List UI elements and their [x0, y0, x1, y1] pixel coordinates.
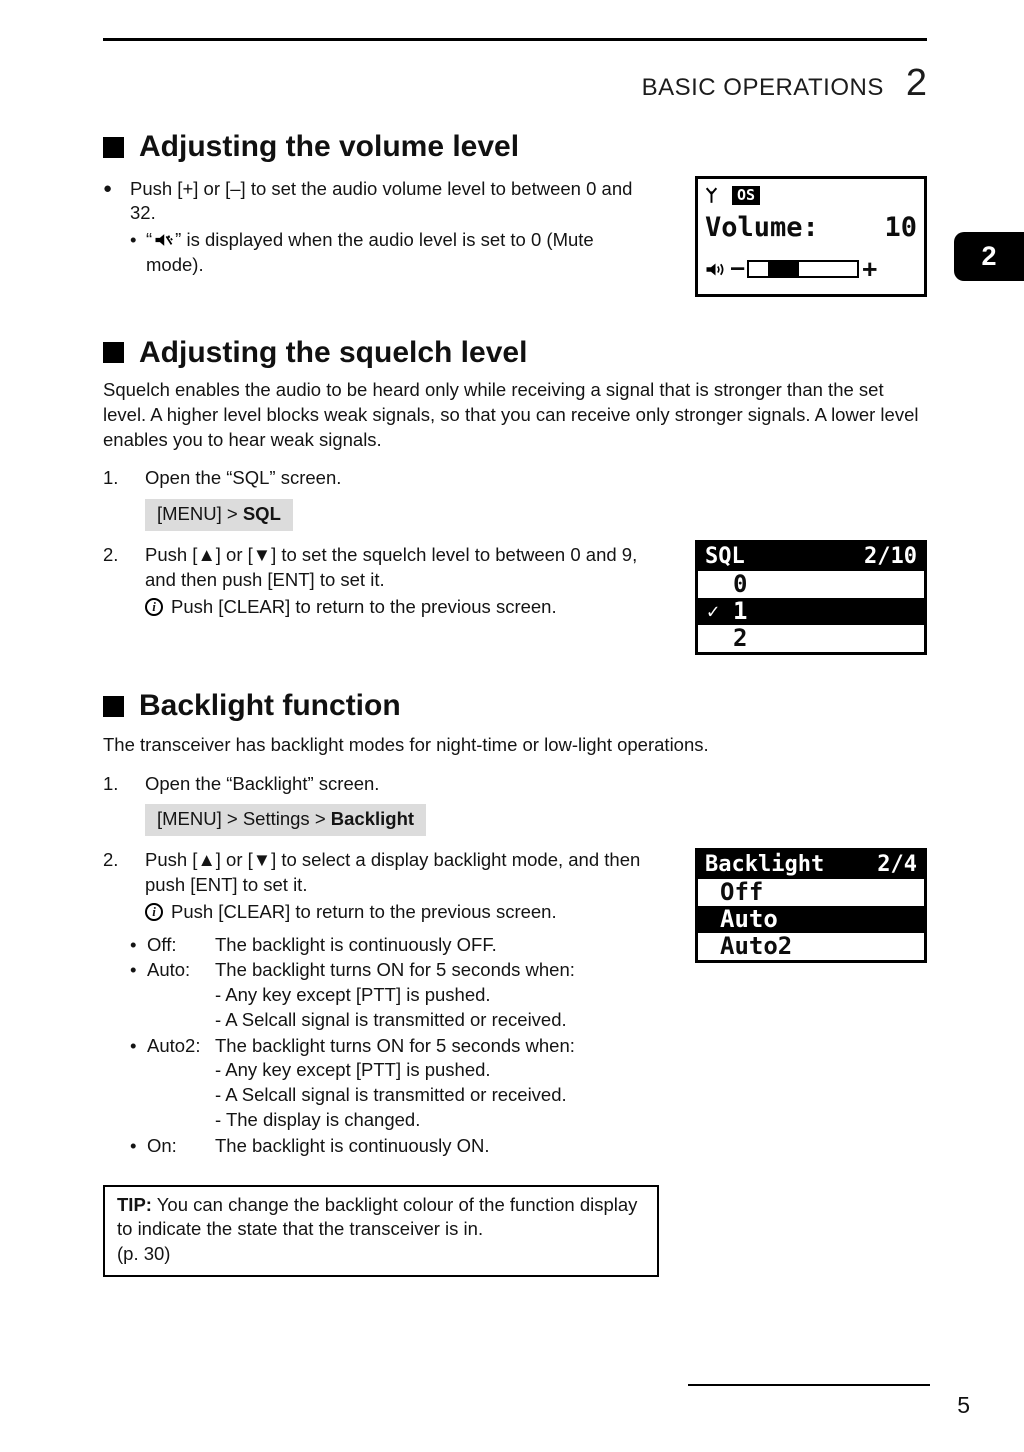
side-tab-label: 2 [981, 241, 997, 272]
tip-text: You can change the backlight colour of the function display to indicate the state that the transceiver is in. [117, 1193, 638, 1240]
mode-line: The backlight turns ON for 5 seconds when: [215, 1034, 575, 1056]
menu-path-text: [MENU] > [157, 503, 238, 525]
chapter-side-tab [954, 232, 1024, 281]
mode-line: - The display is changed. [215, 1109, 421, 1131]
item-label: 2 [733, 624, 748, 653]
chapter-number: 2 [905, 62, 927, 104]
volume-plus-label: + [862, 254, 878, 284]
mode-line: - A Selcall signal is transmitted or received. [215, 1084, 567, 1106]
step-number: 1. [103, 772, 119, 794]
info-icon: i [145, 903, 163, 921]
squelch-menu-path [145, 499, 293, 531]
speaker-icon [705, 261, 726, 278]
mode-term: Off: [147, 933, 177, 955]
mute-note-suffix: ” is displayed when the audio level is set to 0 (Mute mode). [146, 229, 594, 275]
step-number: 2. [103, 849, 119, 871]
lcd-list-item [698, 571, 924, 598]
mode-line: The backlight is continuously ON. [215, 1134, 490, 1156]
lcd-screen-sql [695, 540, 927, 655]
section-square-icon [103, 696, 124, 717]
step-number: 1. [103, 467, 119, 489]
lcd-list-item [698, 879, 924, 906]
sub-bullet-icon: • [130, 1034, 137, 1056]
lcd-list-item [698, 625, 924, 652]
backlight-intro: The transceiver has backlight modes for night-time or low-light operations. [103, 733, 709, 755]
mode-description [215, 958, 927, 1032]
mode-description [215, 1134, 927, 1159]
mode-line: - A Selcall signal is transmitted or received. [215, 1008, 567, 1030]
lcd-volume-bar-row [705, 249, 917, 289]
lcd-status-bar [705, 183, 917, 207]
item-label: 0 [733, 570, 748, 599]
sub-bullet-icon: • [130, 229, 137, 251]
lcd-title: Backlight [705, 852, 825, 878]
menu-path-target: Backlight [330, 808, 415, 830]
item-label: 1 [733, 597, 748, 626]
mute-speaker-icon [154, 232, 173, 248]
antenna-icon [705, 187, 718, 204]
sub-bullet-icon: • [130, 959, 137, 981]
mode-term: Auto: [147, 959, 191, 981]
page-content [103, 130, 927, 1277]
step-number: 2. [103, 544, 119, 566]
step-text: Open the “Backlight” screen. [145, 772, 380, 794]
volume-value: 10 [884, 211, 917, 243]
top-rule [103, 38, 927, 41]
note-text: Push [CLEAR] to return to the previous screen. [171, 900, 557, 922]
sub-bullet-icon: • [130, 933, 137, 955]
step-text: Open the “SQL” screen. [145, 467, 342, 489]
status-badge: OS [732, 186, 760, 205]
mode-line: - Any key except [PTT] is pushed. [215, 984, 491, 1006]
mode-term: On: [147, 1134, 177, 1156]
mute-note-text [146, 228, 646, 278]
lcd-volume-row [705, 207, 917, 249]
volume-level-fill [768, 262, 799, 276]
note-text: Push [CLEAR] to return to the previous screen. [171, 595, 557, 617]
step-text: Push [▲] or [▼] to set the squelch level to between 0 and 9, and then push [ENT] to set it. [145, 544, 638, 590]
page-header [103, 58, 927, 109]
lcd-screen-volume [695, 176, 927, 297]
tip-box [103, 1185, 659, 1277]
volume-level-bar [747, 260, 859, 278]
mode-item-on [103, 1134, 927, 1159]
section-heading-volume [103, 130, 927, 165]
lcd-pager: 2/4 [877, 852, 917, 878]
section-square-icon [103, 342, 124, 363]
mute-quote-open: “ [146, 229, 153, 251]
lcd-list-item-selected [698, 598, 924, 625]
item-label: Off [720, 878, 764, 907]
header-title: BASIC OPERATIONS [641, 74, 884, 101]
bullet-icon: ● [103, 179, 113, 197]
squelch-step-1 [103, 466, 927, 491]
lcd-screen-backlight [695, 848, 927, 963]
step-text: Push [▲] or [▼] to select a display backlight mode, and then push [ENT] to set it. [145, 849, 641, 895]
section-title: Backlight function [139, 689, 401, 723]
squelch-intro: Squelch enables the audio to be heard only while receiving a signal that is stronger than the set level. A higher level blocks weak signals, so that you can receive only stronger signals. A lower level enables you to hear weak signals. [103, 379, 919, 450]
mode-term: Auto2: [147, 1034, 201, 1056]
backlight-mode-list [103, 933, 927, 1159]
tip-label: TIP: [117, 1193, 152, 1215]
mode-line: The backlight is continuously OFF. [215, 933, 497, 955]
section-square-icon [103, 137, 124, 158]
section-title: Adjusting the squelch level [139, 335, 528, 369]
backlight-step-1 [103, 772, 927, 797]
volume-label: Volume: [705, 211, 819, 243]
item-label: Auto2 [720, 932, 793, 961]
lcd-list-item-selected [698, 906, 924, 933]
volume-minus-label: — [731, 256, 745, 282]
tip-page-ref: (p. 30) [117, 1243, 171, 1265]
menu-path-text: [MENU] > Settings > [157, 808, 326, 830]
section-title: Adjusting the volume level [139, 130, 520, 163]
section-heading-squelch [103, 336, 927, 371]
lcd-pager: 2/10 [864, 544, 917, 570]
page-number: 5 [957, 1392, 970, 1418]
lcd-title-bar [698, 543, 924, 571]
check-icon: ✓ [707, 599, 720, 624]
info-icon: i [145, 598, 163, 616]
item-label: Auto [720, 905, 778, 934]
volume-bullet-text: Push [+] or [–] to set the audio volume level to between 0 and 32. [130, 177, 633, 224]
mode-item-auto2 [103, 1034, 927, 1133]
lcd-title-bar [698, 851, 924, 879]
footer-rule [688, 1384, 930, 1386]
lcd-title: SQL [705, 544, 745, 570]
section-heading-backlight [103, 689, 927, 724]
mode-line: - Any key except [PTT] is pushed. [215, 1059, 491, 1081]
mode-description [215, 1034, 927, 1133]
menu-path-target: SQL [242, 503, 281, 525]
sub-bullet-icon: • [130, 1134, 137, 1156]
backlight-menu-path [145, 804, 426, 836]
lcd-list-item [698, 933, 924, 960]
mode-line: The backlight turns ON for 5 seconds when: [215, 959, 575, 981]
mode-item-auto [103, 958, 927, 1032]
